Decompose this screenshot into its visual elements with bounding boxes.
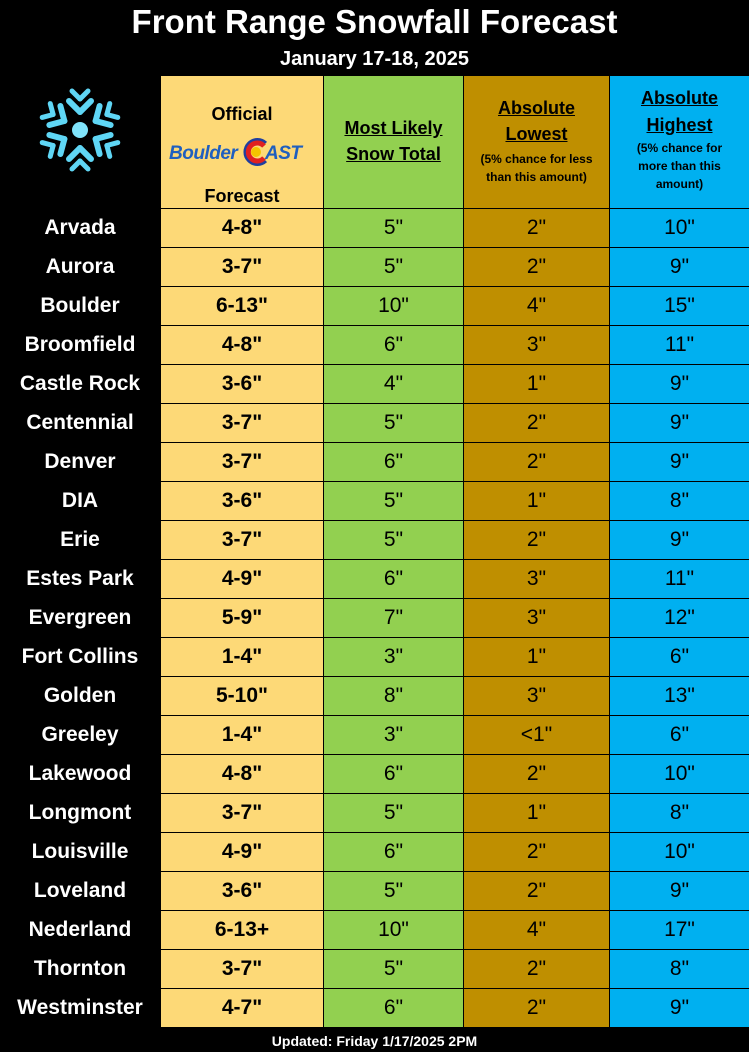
header-lowest-line2: Lowest [505, 124, 568, 144]
absolute-lowest-value: 2" [464, 404, 609, 442]
city-name: Golden [43, 684, 117, 707]
city-name: Lakewood [28, 762, 132, 785]
absolute-highest-value: 8" [610, 950, 749, 988]
most-likely-value: 3" [324, 716, 463, 754]
city-name: Aurora [45, 255, 115, 278]
city-name: Centennial [26, 411, 134, 434]
page-subtitle: January 17-18, 2025 [279, 48, 470, 70]
official-forecast-value: 1-4" [161, 638, 323, 676]
table-row [0, 989, 749, 1028]
absolute-lowest-value: 2" [464, 755, 609, 793]
header-highest-line1: Absolute [640, 88, 718, 108]
absolute-lowest-value: 1" [464, 482, 609, 520]
city-name: Louisville [31, 840, 129, 863]
official-forecast-value: 4-8" [161, 755, 323, 793]
absolute-highest-value: 17" [610, 911, 749, 949]
absolute-highest-value: 9" [610, 248, 749, 286]
city-name: Greeley [41, 723, 119, 746]
header-lowest-note2: than this amount) [486, 170, 587, 184]
official-forecast-value: 5-9" [161, 599, 323, 637]
absolute-lowest-value: 2" [464, 950, 609, 988]
city-name: Estes Park [26, 567, 134, 590]
official-forecast-value: 3-7" [161, 443, 323, 481]
city-name: Westminster [17, 996, 143, 1019]
table-row [0, 716, 749, 755]
header-highest-note1: (5% chance for [636, 141, 723, 155]
header-absolute-lowest [464, 76, 609, 208]
official-forecast-value: 4-8" [161, 209, 323, 247]
most-likely-value: 10" [324, 911, 463, 949]
official-forecast-value: 3-6" [161, 872, 323, 910]
most-likely-value: 10" [324, 287, 463, 325]
absolute-highest-value: 11" [610, 326, 749, 364]
city-name: Broomfield [24, 333, 136, 356]
most-likely-value: 6" [324, 833, 463, 871]
most-likely-value: 5" [324, 482, 463, 520]
absolute-highest-value: 6" [610, 716, 749, 754]
header-highest-line2: Highest [646, 115, 713, 135]
table-row [0, 404, 749, 443]
table-row [0, 443, 749, 482]
most-likely-value: 5" [324, 248, 463, 286]
header-absolute-highest [610, 76, 749, 208]
header-lowest-line1: Absolute [497, 98, 575, 118]
header-most-likely-line1: Most Likely [344, 118, 443, 138]
most-likely-value: 8" [324, 677, 463, 715]
city-name: Castle Rock [19, 372, 141, 395]
table-row [0, 287, 749, 326]
absolute-lowest-value: 2" [464, 443, 609, 481]
official-forecast-value: 4-8" [161, 326, 323, 364]
absolute-highest-value: 9" [610, 404, 749, 442]
absolute-lowest-value: 1" [464, 794, 609, 832]
absolute-highest-value: 15" [610, 287, 749, 325]
table-row [0, 872, 749, 911]
official-forecast-value: 1-4" [161, 716, 323, 754]
table-row [0, 599, 749, 638]
city-name: Denver [44, 450, 116, 473]
absolute-highest-value: 9" [610, 443, 749, 481]
absolute-lowest-value: 1" [464, 365, 609, 403]
logo-text-ast: AST [265, 143, 302, 164]
city-name: Nederland [28, 918, 132, 941]
absolute-highest-value: 6" [610, 638, 749, 676]
absolute-highest-value: 9" [610, 365, 749, 403]
most-likely-value: 7" [324, 599, 463, 637]
official-forecast-value: 5-10" [161, 677, 323, 715]
most-likely-value: 5" [324, 209, 463, 247]
official-forecast-value: 4-9" [161, 560, 323, 598]
most-likely-value: 6" [324, 560, 463, 598]
table-row [0, 248, 749, 287]
official-forecast-value: 3-6" [161, 365, 323, 403]
absolute-lowest-value: 2" [464, 248, 609, 286]
table-row [0, 950, 749, 989]
absolute-lowest-value: 2" [464, 833, 609, 871]
official-forecast-value: 4-9" [161, 833, 323, 871]
table-row [0, 521, 749, 560]
header-official-label: Official [211, 104, 273, 124]
official-forecast-value: 4-7" [161, 989, 323, 1027]
absolute-lowest-value: 3" [464, 326, 609, 364]
absolute-lowest-value: 2" [464, 872, 609, 910]
absolute-lowest-value: 3" [464, 677, 609, 715]
city-name: DIA [61, 489, 99, 512]
forecast-table [0, 209, 749, 1028]
official-forecast-value: 3-7" [161, 404, 323, 442]
table-row [0, 638, 749, 677]
page-title: Front Range Snowfall Forecast [131, 3, 618, 40]
city-name: Longmont [28, 801, 132, 824]
official-forecast-value: 3-6" [161, 482, 323, 520]
city-name: Loveland [33, 879, 127, 902]
city-name: Evergreen [28, 606, 132, 629]
official-forecast-value: 6-13" [161, 287, 323, 325]
absolute-lowest-value: 2" [464, 521, 609, 559]
official-forecast-value: 3-7" [161, 248, 323, 286]
city-name: Fort Collins [21, 645, 139, 668]
header-most-likely-line2: Snow Total [346, 144, 441, 164]
absolute-highest-value: 10" [610, 833, 749, 871]
absolute-lowest-value: 3" [464, 560, 609, 598]
table-row [0, 677, 749, 716]
most-likely-value: 6" [324, 326, 463, 364]
absolute-lowest-value: 2" [464, 989, 609, 1027]
absolute-highest-value: 9" [610, 989, 749, 1027]
absolute-lowest-value: 4" [464, 287, 609, 325]
header-official-forecast [161, 76, 323, 208]
header-forecast-label: Forecast [204, 186, 280, 206]
header-lowest-note1: (5% chance for less [480, 152, 593, 166]
city-name: Thornton [33, 957, 127, 980]
absolute-highest-value: 12" [610, 599, 749, 637]
official-forecast-value: 3-7" [161, 950, 323, 988]
absolute-highest-value: 8" [610, 482, 749, 520]
absolute-lowest-value: <1" [464, 716, 609, 754]
table-row [0, 560, 749, 599]
absolute-highest-value: 10" [610, 755, 749, 793]
updated-timestamp: Updated: Friday 1/17/2025 2PM [271, 1033, 478, 1049]
most-likely-value: 6" [324, 755, 463, 793]
official-forecast-value: 3-7" [161, 521, 323, 559]
most-likely-value: 5" [324, 404, 463, 442]
absolute-highest-value: 10" [610, 209, 749, 247]
city-name: Erie [60, 528, 100, 551]
most-likely-value: 4" [324, 365, 463, 403]
bouldercast-logo [167, 136, 317, 168]
city-name: Arvada [44, 216, 116, 239]
city-name: Boulder [40, 294, 120, 317]
most-likely-value: 5" [324, 794, 463, 832]
absolute-lowest-value: 4" [464, 911, 609, 949]
absolute-lowest-value: 1" [464, 638, 609, 676]
snowflake-icon [30, 80, 130, 180]
header-highest-note2: more than this [638, 159, 721, 173]
absolute-highest-value: 8" [610, 794, 749, 832]
table-row [0, 755, 749, 794]
most-likely-value: 6" [324, 989, 463, 1027]
table-row [0, 209, 749, 248]
table-row [0, 482, 749, 521]
absolute-highest-value: 11" [610, 560, 749, 598]
absolute-highest-value: 9" [610, 872, 749, 910]
most-likely-value: 6" [324, 443, 463, 481]
absolute-lowest-value: 2" [464, 209, 609, 247]
official-forecast-value: 3-7" [161, 794, 323, 832]
absolute-highest-value: 13" [610, 677, 749, 715]
logo-text-boulder: Boulder [169, 143, 238, 164]
absolute-lowest-value: 3" [464, 599, 609, 637]
absolute-highest-value: 9" [610, 521, 749, 559]
table-row [0, 794, 749, 833]
table-row [0, 911, 749, 950]
table-row [0, 833, 749, 872]
most-likely-value: 5" [324, 872, 463, 910]
most-likely-value: 3" [324, 638, 463, 676]
most-likely-value: 5" [324, 950, 463, 988]
table-row [0, 326, 749, 365]
header-highest-note3: amount) [655, 177, 704, 191]
table-row [0, 365, 749, 404]
most-likely-value: 5" [324, 521, 463, 559]
header-most-likely [324, 76, 463, 208]
official-forecast-value: 6-13+ [161, 911, 323, 949]
